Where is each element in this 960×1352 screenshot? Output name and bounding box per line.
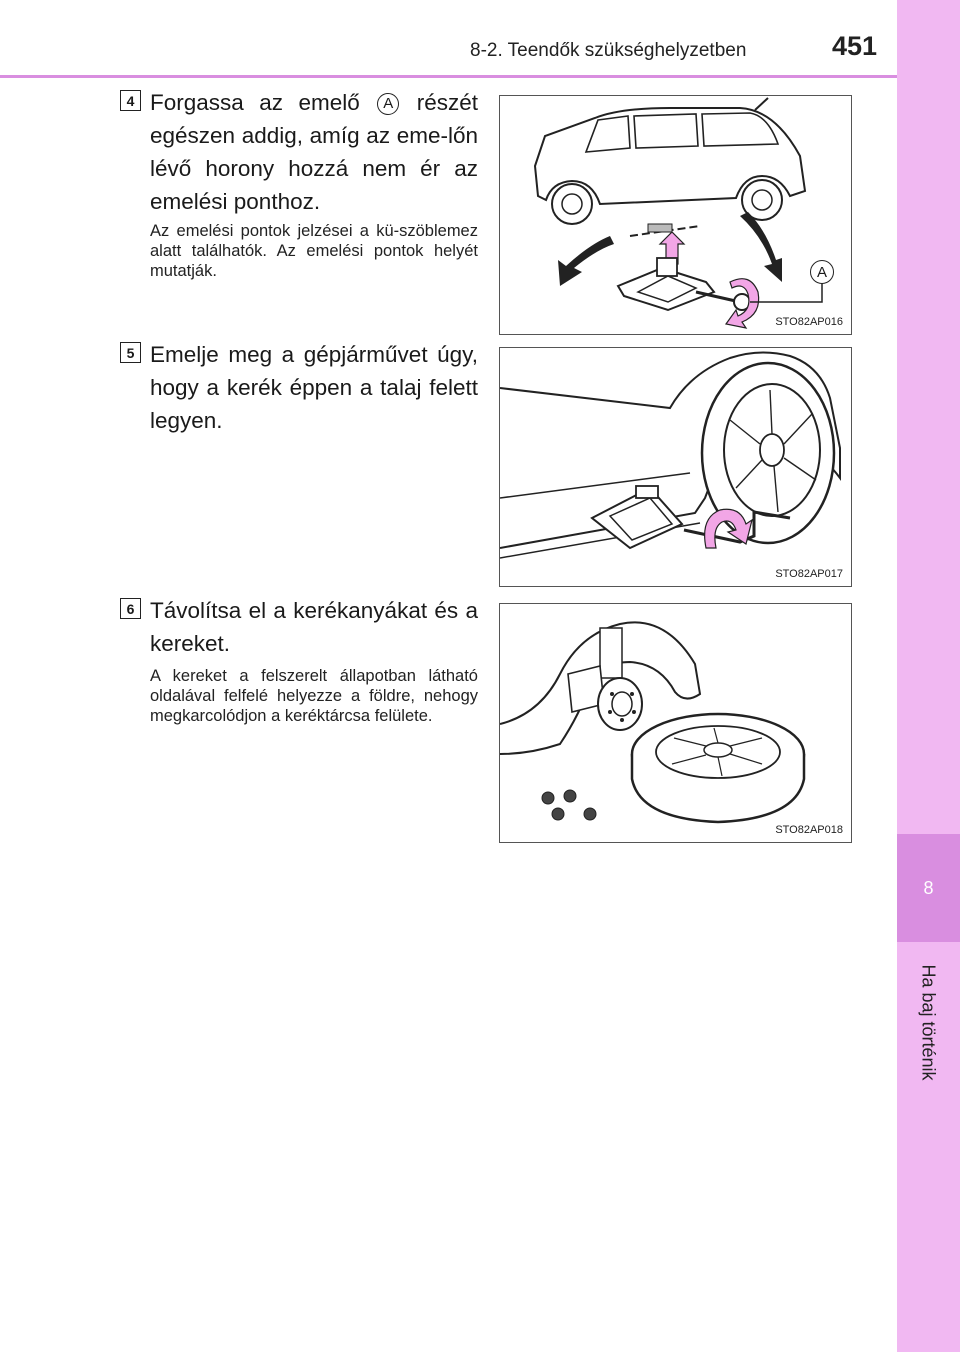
chapter-label: Ha baj történik: [918, 964, 939, 1081]
step-badge-6: 6: [120, 598, 141, 619]
step-4-text-after: részét egészen addig, amíg az eme-lőn lévő horony hozzá nem ér az emelési ponthoz.: [150, 90, 478, 214]
figure-callout-a: A: [810, 260, 834, 284]
step-badge-5: 5: [120, 342, 141, 363]
page-number: 451: [832, 31, 878, 61]
removed-wheel-illustration: [500, 604, 852, 843]
figure-code: STO82AP016: [775, 316, 843, 328]
step-badge-4: 4: [120, 90, 141, 111]
figure-code: STO82AP018: [775, 824, 843, 836]
figure-jack-positioning: [499, 95, 852, 335]
step-5-text: Emelje meg a gépjárművet úgy, hogy a kerék éppen a talaj felett legyen.: [150, 342, 478, 433]
chapter-number-box: [897, 834, 960, 942]
callout-a-marker: A: [377, 93, 399, 115]
lifted-wheel-illustration: [500, 348, 852, 587]
header-divider: [0, 75, 897, 78]
step-4-text-before: Forgassa az emelő: [150, 90, 360, 115]
figure-wheel-removed: [499, 603, 852, 843]
step-6-note: A kereket a felszerelt állapotban látható oldalával felfelé helyezze a földre, nehogy megkarcolódjon a keréktárcsa felülete.: [150, 667, 478, 725]
chapter-side-tab: [897, 0, 960, 1352]
figure-vehicle-lifted: [499, 347, 852, 587]
section-title: 8-2. Teendők szükséghelyzetben: [470, 40, 747, 61]
step-6-text: Távolítsa el a kerékanyákat és a kereket.: [150, 598, 478, 656]
chapter-number: 8: [923, 877, 934, 898]
figure-code: STO82AP017: [775, 568, 843, 580]
car-jack-illustration: [500, 96, 852, 335]
step-4-text: [150, 86, 478, 218]
step-4-note: Az emelési pontok jelzései a kü-szöblemez alatt találhatók. Az emelési pontok helyét mutatják.: [150, 222, 478, 280]
